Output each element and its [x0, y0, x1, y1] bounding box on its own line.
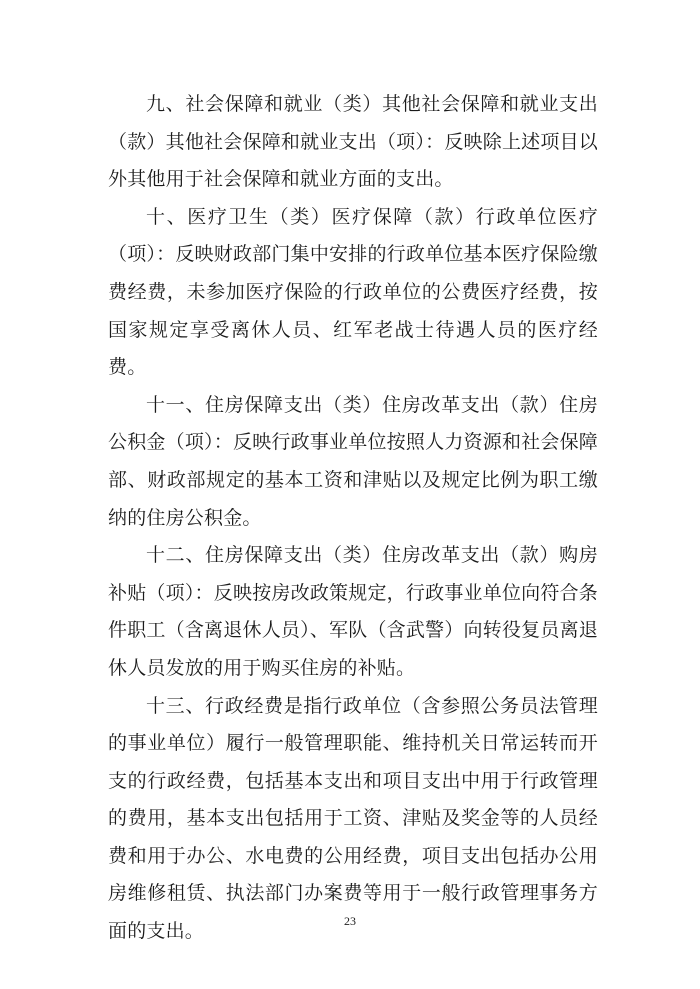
paragraph-item-13: 十三、行政经费是指行政单位（含参照公务员法管理的事业单位）履行一般管理职能、维持机关日常运转而开支的行政经费，包括基本支出和项目支出中用于行政管理的费用，基本支出包括用于工资、津贴及奖金等的人员经费和用于办公、水电费的公用经费，项目支出包括办公用房维修租赁、执法部门办案费等用于一般行政管理事务方面的支出。 — [108, 694, 598, 943]
paragraph-item-9: 九、社会保障和就业（类）其他社会保障和就业支出（款）其他社会保障和就业支出（项）：反映除上述项目以外其他用于社会保障和就业方面的支出。 — [108, 93, 598, 191]
paragraph-item-12: 十二、住房保障支出（类）住房改革支出（款）购房补贴（项）：反映按房改政策规定，行政事业单位向符合条件职工（含离退休人员）、军队（含武警）向转役复员离退休人员发放的用于购买住房的补贴。 — [108, 544, 598, 679]
paragraph-item-11: 十一、住房保障支出（类）住房改革支出（款）住房公积金（项）：反映行政事业单位按照人力资源和社会保障部、财政部规定的基本工资和津贴以及规定比例为职工缴纳的住房公积金。 — [108, 393, 598, 529]
document-body — [108, 86, 598, 951]
page-number: 23 — [344, 914, 356, 928]
paragraph-item-10: 十、医疗卫生（类）医疗保障（款）行政单位医疗（项）：反映财政部门集中安排的行政单位基本医疗保险缴费经费，未参加医疗保险的行政单位的公费医疗经费，按国家规定享受离休人员、红军老战士待遇人员的医疗经费。 — [108, 205, 598, 379]
